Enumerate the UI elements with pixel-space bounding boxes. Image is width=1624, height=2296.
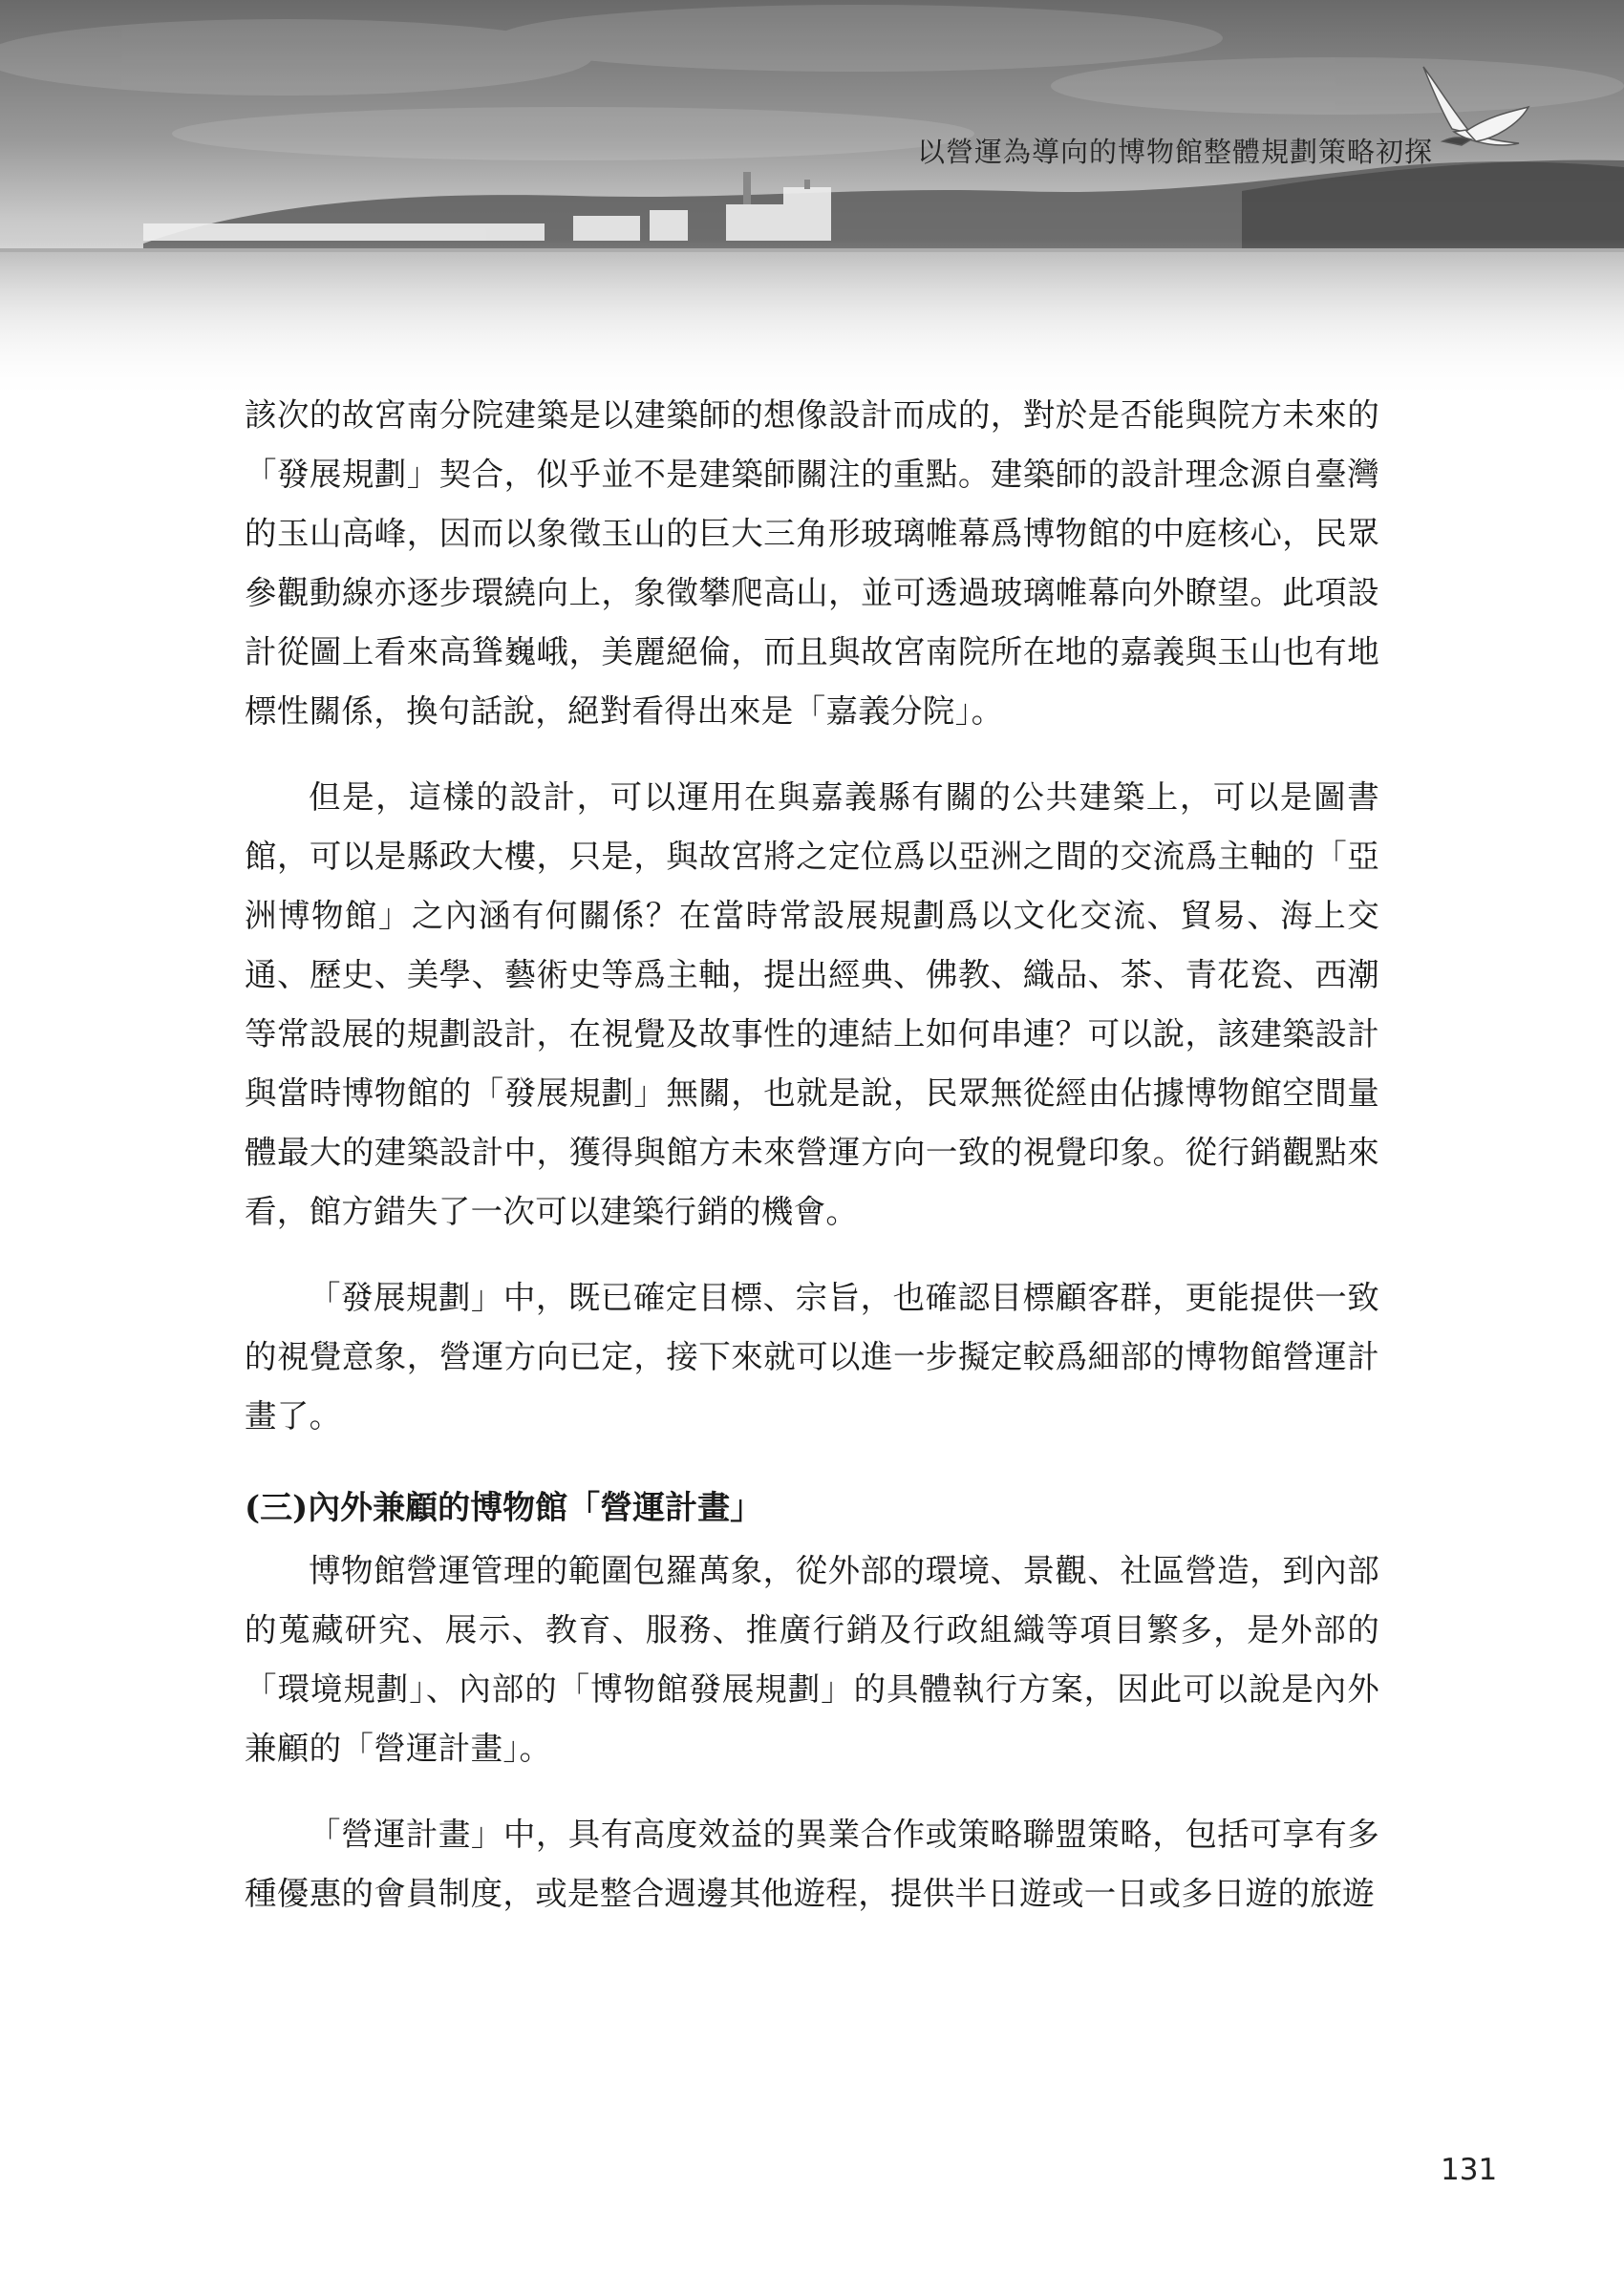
section-heading: (三)內外兼顧的博物館「營運計畫」 xyxy=(245,1489,763,1527)
paragraph-1: 該次的故宮南分院建築是以建築師的想像設計而成的，對於是否能與院方未來的「發展規劃」契合，似乎並不是建築師關注的重點。建築師的設計理念源自臺灣的玉山高峰，因而以象徵玉山的巨大三角形玻璃帷幕爲博物館的中庭核心，民眾參觀動線亦逐步環繞向上，象徵攀爬高山，並可透過玻璃帷幕向外瞭望。此項設計從圖上看來高聳巍峨，美麗絕倫，而且與故宮南院所在地的嘉義與玉山也有地標性關係，換句話說，絕對看得出來是「嘉義分院」。 xyxy=(245,396,1379,730)
paragraph-5: 「營運計畫」中，具有高度效益的異業合作或策略聯盟策略，包括可享有多種優惠的會員制度，或是整合週邊其他遊程，提供半日遊或一日或多日遊的旅遊 xyxy=(245,1816,1379,1912)
paragraph-3: 「發展規劃」中，既已確定目標、宗旨，也確認目標顧客群，更能提供一致的視覺意象，營運方向已定，接下來就可以進一步擬定較爲細部的博物館營運計畫了。 xyxy=(245,1279,1379,1435)
header-banner xyxy=(0,0,1624,401)
page-number: 131 xyxy=(1441,2153,1498,2187)
running-title: 以營運為導向的博物館整體規劃策略初探 xyxy=(916,136,1433,168)
page-body xyxy=(245,386,1379,1950)
paragraph-4: 博物館營運管理的範圍包羅萬象，從外部的環境、景觀、社區營造，到內部的蒐藏研究、展示、教育、服務、推廣行銷及行政組織等項目繁多，是外部的「環境規劃」、內部的「博物館發展規劃」的具體執行方案，因此可以說是內外兼顧的「營運計畫」。 xyxy=(245,1552,1379,1767)
seascape-photo xyxy=(0,0,1624,401)
paragraph-2: 但是，這樣的設計，可以運用在與嘉義縣有關的公共建築上，可以是圖書館，可以是縣政大樓，只是，與故宮將之定位爲以亞洲之間的交流爲主軸的「亞洲博物館」之內涵有何關係？在當時常設展規劃爲以文化交流、貿易、海上交通、歷史、美學、藝術史等爲主軸，提出經典、佛教、織品、茶、青花瓷、西潮等常設展的規劃設計，在視覺及故事性的連結上如何串連？可以說，該建築設計與當時博物館的「發展規劃」無關，也就是說，民眾無從經由佔據博物館空間量體最大的建築設計中，獲得與館方未來營運方向一致的視覺印象。從行銷觀點來看，館方錯失了一次可以建築行銷的機會。 xyxy=(245,778,1379,1230)
